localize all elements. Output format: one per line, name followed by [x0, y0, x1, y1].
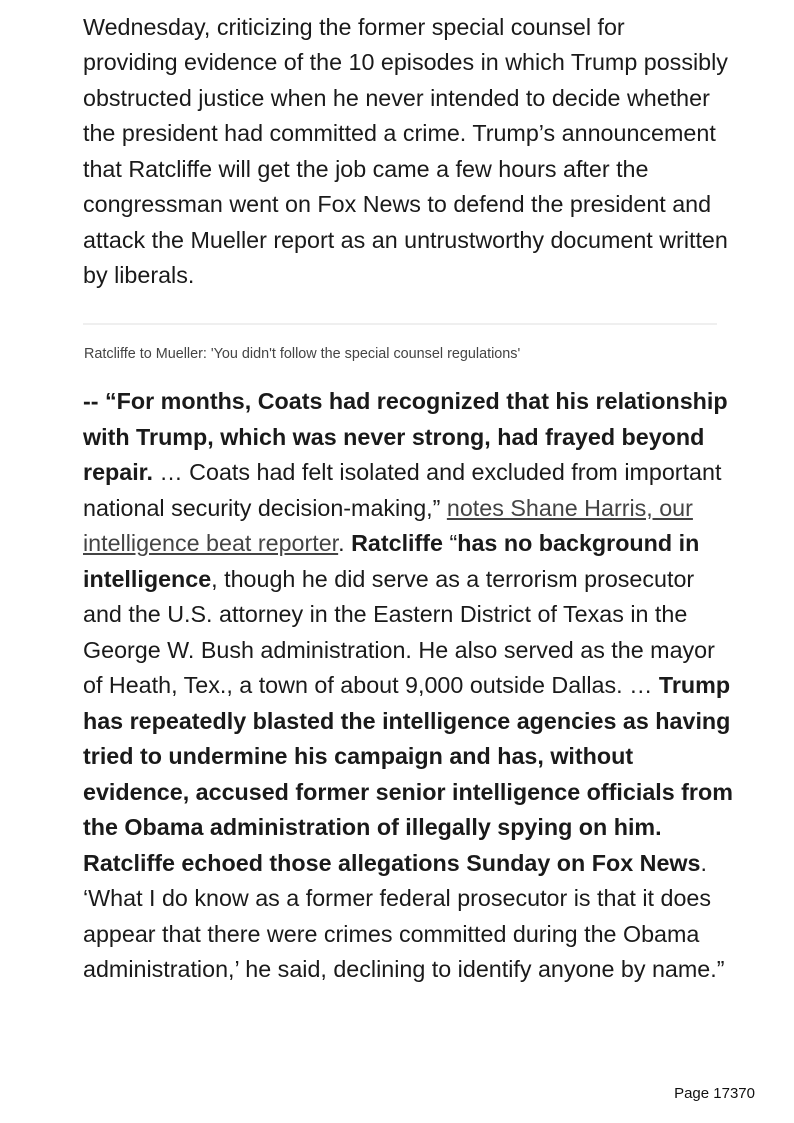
reporter-link[interactable]: notes Shane Harris, our intelligence beat reporter	[83, 494, 693, 556]
partial-line	[83, 18, 733, 45]
quote-text-2: .	[338, 530, 352, 556]
section-divider	[83, 323, 717, 325]
article-paragraph-quote	[83, 384, 733, 988]
quote-text-1: … Coats had felt isolated and excluded from important national security decision-making,”	[83, 459, 722, 521]
page-number: Page 17370	[674, 1085, 755, 1102]
quote-bold-4: Trump has repeatedly blasted the intelligence agencies as having tried to undermine his campaign and has, without evidence, accused former senior intelligence officials from the Obama administration of illegally spying on him. Ratcliffe echoed those allegations Sunday on Fox News	[83, 672, 733, 876]
quote-text-3: “	[443, 530, 458, 556]
video-caption[interactable]: Ratcliffe to Mueller: 'You didn't follow the special counsel regulations'	[84, 346, 521, 362]
quote-bold-1: -- “For months, Coats had recognized that his relationship with Trump, which was never strong, had frayed beyond repair.	[83, 388, 728, 485]
article-paragraph-top	[83, 18, 733, 294]
partial-line-text: Wednesday, criticizing the former special counsel for	[83, 18, 625, 40]
quote-text-5: . ‘What I do know as a former federal prosecutor is that it does appear that there were crimes committed during the Obama administration,’ he said, declining to identify anyone by name.”	[83, 849, 725, 982]
quote-bold-3: has no background in intelligence	[83, 530, 700, 592]
top-paragraph-text: providing evidence of the 10 episodes in which Trump possibly obstructed justice when he never intended to decide whether the president had committed a crime. Trump’s announcement that Ratcliffe will get the job came a few hours after the congressman went on Fox News to defend the president and attack the Mueller report as an untrustworthy document written by liberals.	[83, 49, 728, 288]
quote-text-4: , though he did serve as a terrorism prosecutor and the U.S. attorney in the Eastern District of Texas in the George W. Bush administration. He also served as the mayor of Heath, Tex., a town of about 9,000 outside Dallas. …	[83, 565, 715, 698]
quote-bold-2: Ratcliffe	[351, 530, 444, 556]
